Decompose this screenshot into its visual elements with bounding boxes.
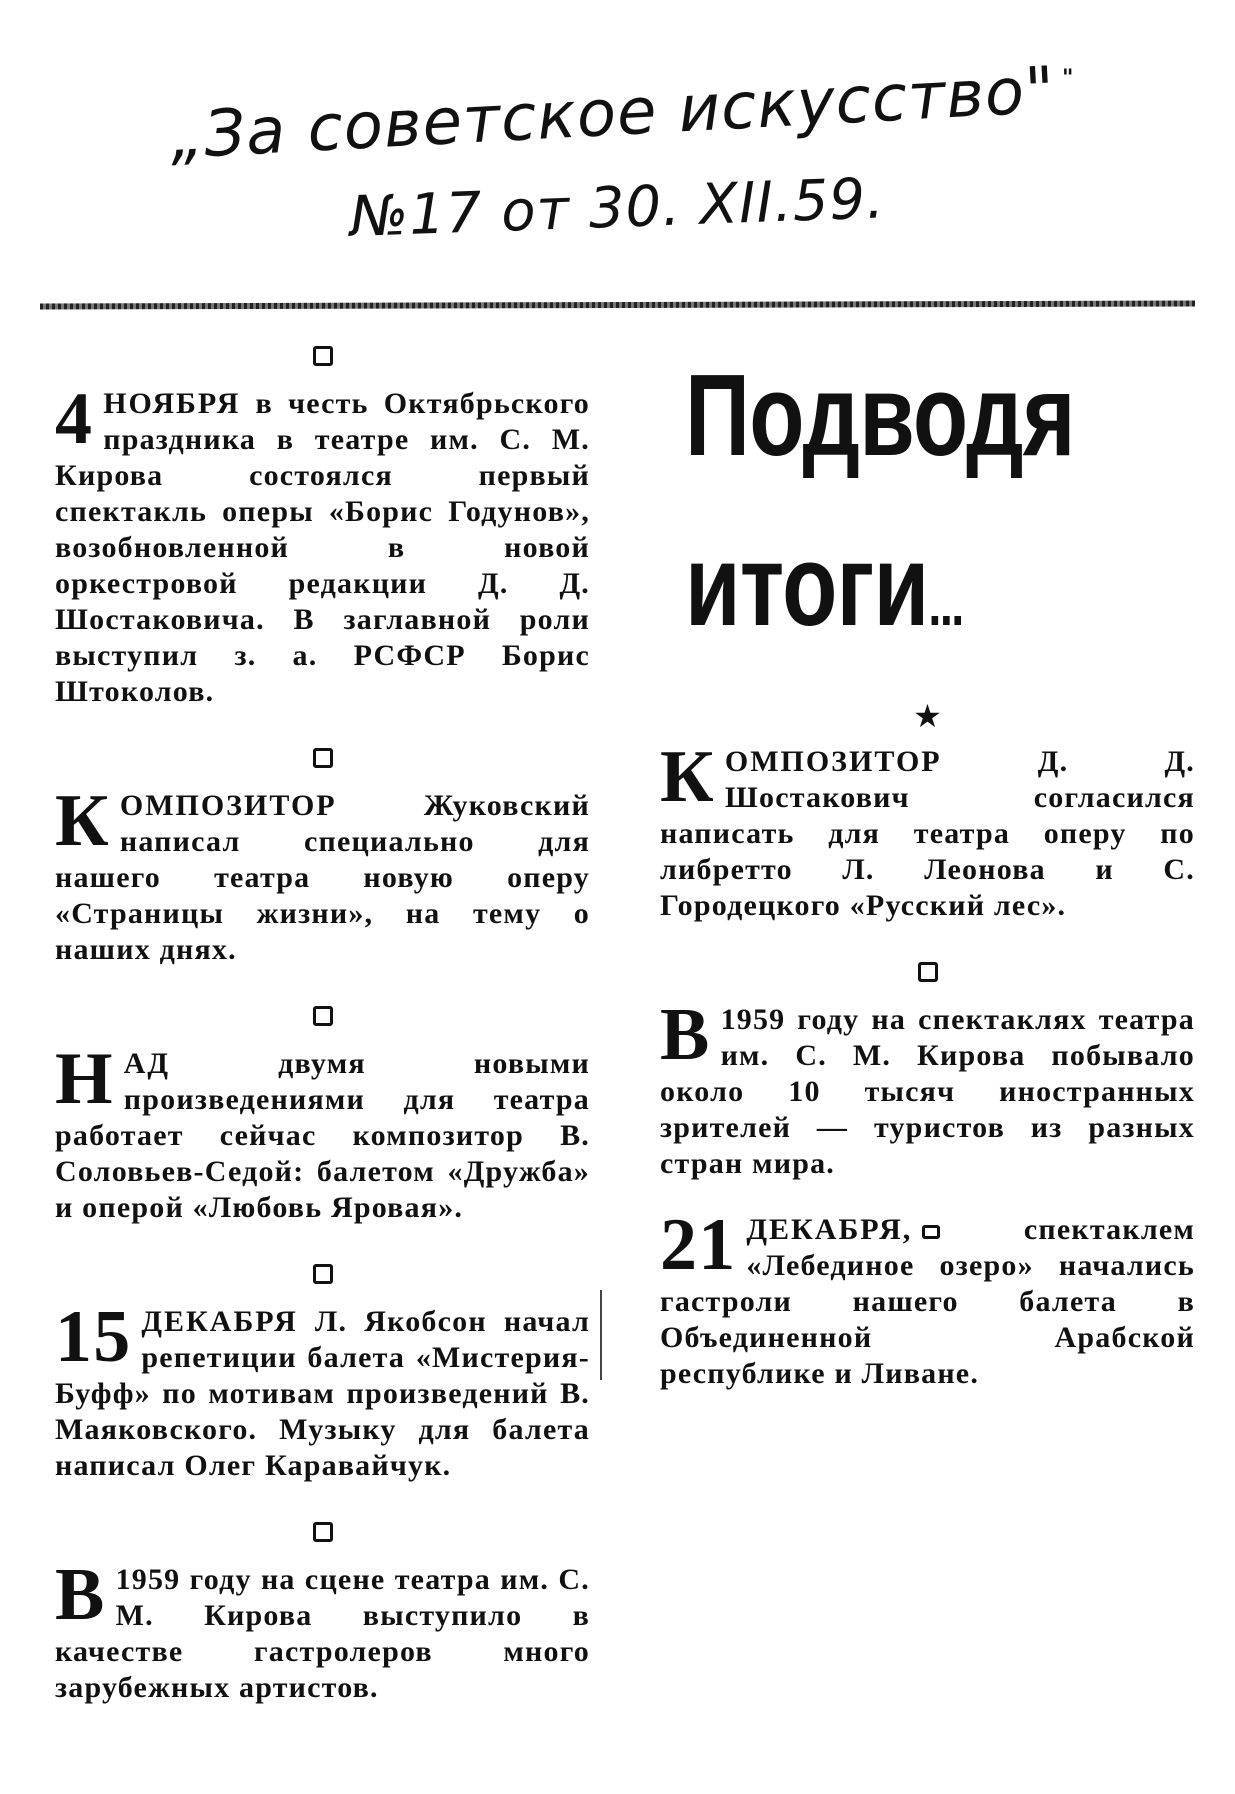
- drop-cap: Н: [55, 1038, 114, 1120]
- lead-word: АД: [123, 1047, 171, 1080]
- drop-cap: К: [660, 736, 715, 818]
- headline-line2: [685, 500, 1083, 690]
- news-item: [660, 1204, 1195, 1392]
- item-text: Жуковский написал специально для нашего театра новую оперу «Страницы жизни», на тему о наших днях.: [55, 789, 590, 966]
- right-column: [660, 330, 1195, 1422]
- headline-line1: Подводя: [685, 350, 1075, 480]
- headline-dots: ...: [928, 571, 963, 638]
- separator-square: [55, 1514, 590, 1562]
- drop-cap: 4: [55, 378, 94, 460]
- news-item: [660, 994, 1195, 1182]
- item-text: Л. Якобсон начал репетиции балета «Мистерия-Буфф» по мотивам произведений В. Маяковского. Музыку для балета написал Олег Каравайчук.: [55, 1305, 590, 1482]
- separator-square: [55, 1256, 590, 1304]
- ink-mark: ": [1062, 66, 1074, 91]
- item-text: 1959 году на сцене театра им. С. М. Кирова выступило в качестве гастролеров много зарубежных артистов.: [55, 1563, 590, 1704]
- separator-square: [55, 338, 590, 386]
- drop-cap: В: [660, 994, 711, 1076]
- left-column: [55, 338, 590, 1736]
- drop-cap: В: [55, 1554, 106, 1636]
- drop-cap: К: [55, 780, 110, 862]
- lead-word: НОЯБРЯ: [103, 387, 241, 420]
- news-item: [55, 1038, 590, 1226]
- lead-word: ОМПОЗИТОР: [724, 745, 942, 778]
- separator-square: [55, 740, 590, 788]
- item-text: 1959 году на спектаклях театра им. С. М. Кирова побывало около 10 тысяч иностранных зрителей — туристов из разных стран мира.: [660, 1003, 1195, 1180]
- header-rule: [40, 300, 1195, 309]
- separator-square: [55, 998, 590, 1046]
- headline: [685, 330, 1083, 690]
- margin-mark: [600, 1290, 602, 1380]
- lead-word: ОМПОЗИТОР: [119, 789, 337, 822]
- news-item: [660, 736, 1195, 924]
- item-text: Д. Д. Шостакович согласился написать для театра оперу по либретто Л. Леонова и С. Городецкого «Русский лес».: [660, 745, 1195, 922]
- news-item: [55, 378, 590, 710]
- handwritten-source-line1: „За советское искусство": [168, 53, 1058, 174]
- news-item: [55, 1554, 590, 1706]
- drop-cap: 21: [660, 1204, 737, 1286]
- separator-square: [660, 954, 1195, 1002]
- inline-square-icon: [922, 1225, 940, 1239]
- item-text: двумя новыми произведениями для театра работает сейчас композитор В. Соловьев-Седой: балетом «Дружба» и оперой «Любовь Яровая».: [55, 1047, 590, 1224]
- item-text: в честь Октябрьского праздника в театре им. С. М. Кирова состоялся первый спектакль оперы «Борис Годунов», возобновленной в новой оркестровой редакции Д. Д. Шостаковича. В заглавной роли выступил з. а. РСФСР Борис Штоколов.: [55, 387, 590, 708]
- lead-word: ДЕКАБРЯ: [141, 1305, 298, 1338]
- news-item: [55, 780, 590, 968]
- news-item: [55, 1296, 590, 1484]
- handwritten-source-line2: №17 от 30. XII.59.: [348, 166, 886, 250]
- item-text: спектаклем «Лебединое озеро» начались гастроли нашего балета в Объединенной Арабской республике и Ливане.: [660, 1213, 1195, 1390]
- star-icon: ★: [913, 698, 942, 734]
- drop-cap: 15: [55, 1296, 132, 1378]
- lead-word: ДЕКАБРЯ,: [746, 1213, 913, 1246]
- headline-word: итоги: [685, 520, 929, 650]
